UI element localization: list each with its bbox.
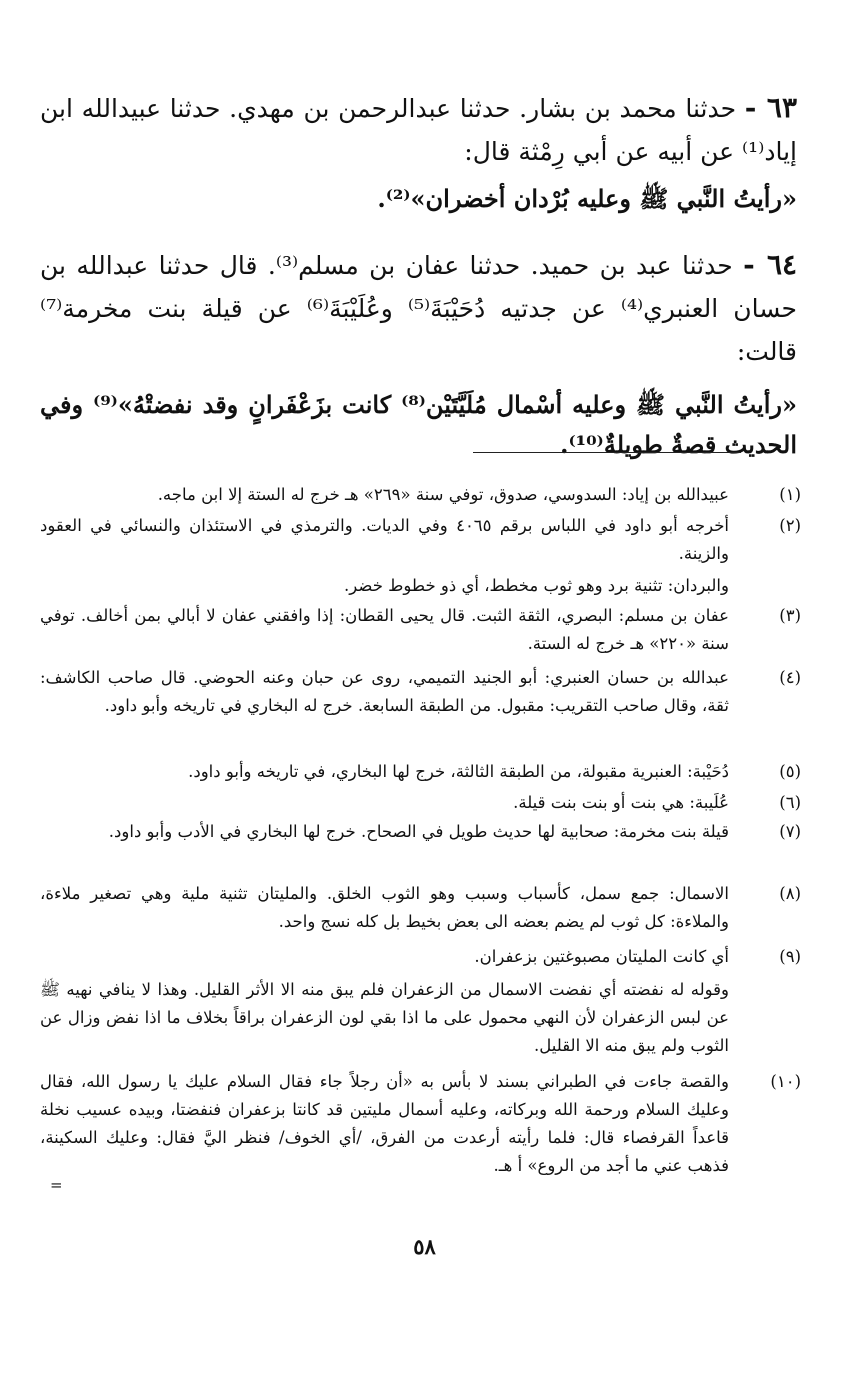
footnote-text: أخرجه أبو داود في اللباس برقم ٤٠٦٥ وفي الديات. والترمذي في الاستئذان والنسائي في العقود والزينة.: [40, 516, 729, 563]
footnote-8: [40, 880, 801, 936]
footnote-text: عُلَيبة: هي بنت أو بنت بنت قيلة.: [513, 793, 729, 812]
footnote-4: [40, 664, 801, 720]
footnote-text: أي كانت المليتان مصبوغتين بزعفران.: [474, 947, 729, 966]
footnote-number: (٩): [779, 947, 801, 966]
footnote-10: [40, 1068, 801, 1180]
footnote-separator: [473, 452, 741, 453]
footnote-1: [40, 481, 801, 509]
footnote-text: عفان بن مسلم: البصري، الثقة الثبت. قال يحيى القطان: إذا وافقني عفان لا أبالي بمن أخالف. توفي سنة «٢٢٠» هـ خرج له الستة.: [40, 606, 729, 653]
hadith-number: ٦٤ -: [743, 248, 798, 281]
footnote-number: (١): [779, 485, 801, 504]
hadith-64: [40, 243, 797, 465]
footnote-number: (٧): [779, 822, 801, 841]
footnote-text: والبردان: تثنية برد وهو ثوب مخطط، أي ذو خطوط خضر.: [344, 576, 729, 595]
footnote-2-continuation: [40, 572, 801, 600]
hadith-number: ٦٣ -: [744, 91, 797, 124]
footnote-7: [40, 818, 801, 846]
footnote-6: [40, 789, 801, 817]
footnote-text: عبدالله بن حسان العنبري: أبو الجنيد التميمي، روى عن حبان وعنه الحوضي. قال صاحب الكاشف: ثقة، وقال صاحب التقريب: مقبول. من الطبقة السابعة. خرج له البخاري في تاريخه وأبو داود.: [40, 668, 729, 715]
footnote-text: دُحَيْبة: العنبرية مقبولة، من الطبقة الثالثة، خرج لها البخاري، في تاريخه وأبو داود.: [188, 762, 729, 781]
hadith-quote: «رأيتُ النَّبي ﷺ وعليه بُرْدان أخضران»⁽²⁾.: [377, 184, 797, 213]
footnote-5: [40, 758, 801, 786]
footnote-number: (١٠): [770, 1072, 801, 1091]
footnote-text: عبيدالله بن إياد: السدوسي، صدوق، توفي سنة «٢٦٩» هـ خرج له الستة إلا ابن ماجه.: [157, 485, 729, 504]
hadith-quote: «رأيتُ النَّبي ﷺ وعليه أسْمال مُلَيَّتَيْن⁽⁸⁾ كانت بزَعْفَرانٍ وقد نفضتْهُ»⁽⁹⁾ وفي الحديث قصةٌ طويلةٌ⁽¹⁰⁾.: [40, 390, 797, 459]
hadith-chain: حدثنا عبد بن حميد. حدثنا عفان بن مسلم⁽³⁾. قال حدثنا عبدالله بن حسان العنبري⁽⁴⁾ عن جدتيه دُحَيْبَةَ⁽⁵⁾ وعُلَيْبَةَ⁽⁶⁾ عن قيلة بنت مخرمة⁽⁷⁾ قالت:: [40, 251, 797, 366]
footnote-number: (٥): [779, 762, 801, 781]
footnote-9-continuation: وقوله له نفضته أي نفضت الاسمال من الزعفران فلم يبق منه الا الأثر القليل. وهذا لا ينافي نهيه ﷺ عن لبس الزعفران لأن النهي محمول على ما اذا بقي لون الزعفران براقاً بخلاف ما اذا نفض وزال عن الثوب ولم يبق منه الا القليل.: [40, 980, 729, 1055]
footnote-2: [40, 512, 801, 568]
footnote-text: الاسمال: جمع سمل، كأسباب وسبب وهو الثوب الخلق. والمليتان تثنية ملية وهي تصغير ملاءة، والملاءة: كل ثوب لم يضم بعضه الى بعض بخيط بل كله نسج واحد.: [40, 884, 730, 931]
footnote-3: [40, 602, 801, 658]
continuation-mark: =: [50, 1176, 63, 1194]
hadith-63: [40, 86, 797, 219]
footnote-number: (٦): [779, 793, 801, 812]
footnote-number: (٢): [779, 516, 801, 535]
footnote-number: (٨): [779, 884, 801, 903]
footnote-text: قيلة بنت مخرمة: صحابية لها حديث طويل في الصحاح. خرج لها البخاري في الأدب وأبو داود.: [108, 822, 729, 841]
footnote-number: (٤): [779, 668, 801, 687]
footnote-9: [40, 943, 801, 971]
footnote-number: (٣): [779, 606, 801, 625]
hadith-chain: حدثنا محمد بن بشار. حدثنا عبدالرحمن بن مهدي. حدثنا عبيدالله ابن إياد⁽¹⁾ عن أبيه عن أبي رِمْثة قال:: [40, 94, 797, 166]
footnote-text: والقصة جاءت في الطبراني بسند لا بأس به «أن رجلاً جاء فقال السلام عليك يا رسول الله، فقال وعليك السلام ورحمة الله وبركاته، وعليه أسمال مليتين قد كانتا بزعفران فنفضتا، وبيده عسيب نخلة قاعداً القرفصاء قال: فلما رأيته أرعدت من الفرق، /أي الخوف/ فنظر اليَّ فقال: وعليك السكينة، فذهب عني ما أجد من الروع» أ هـ.: [40, 1072, 729, 1175]
page-number: ٥٨: [413, 1234, 436, 1259]
